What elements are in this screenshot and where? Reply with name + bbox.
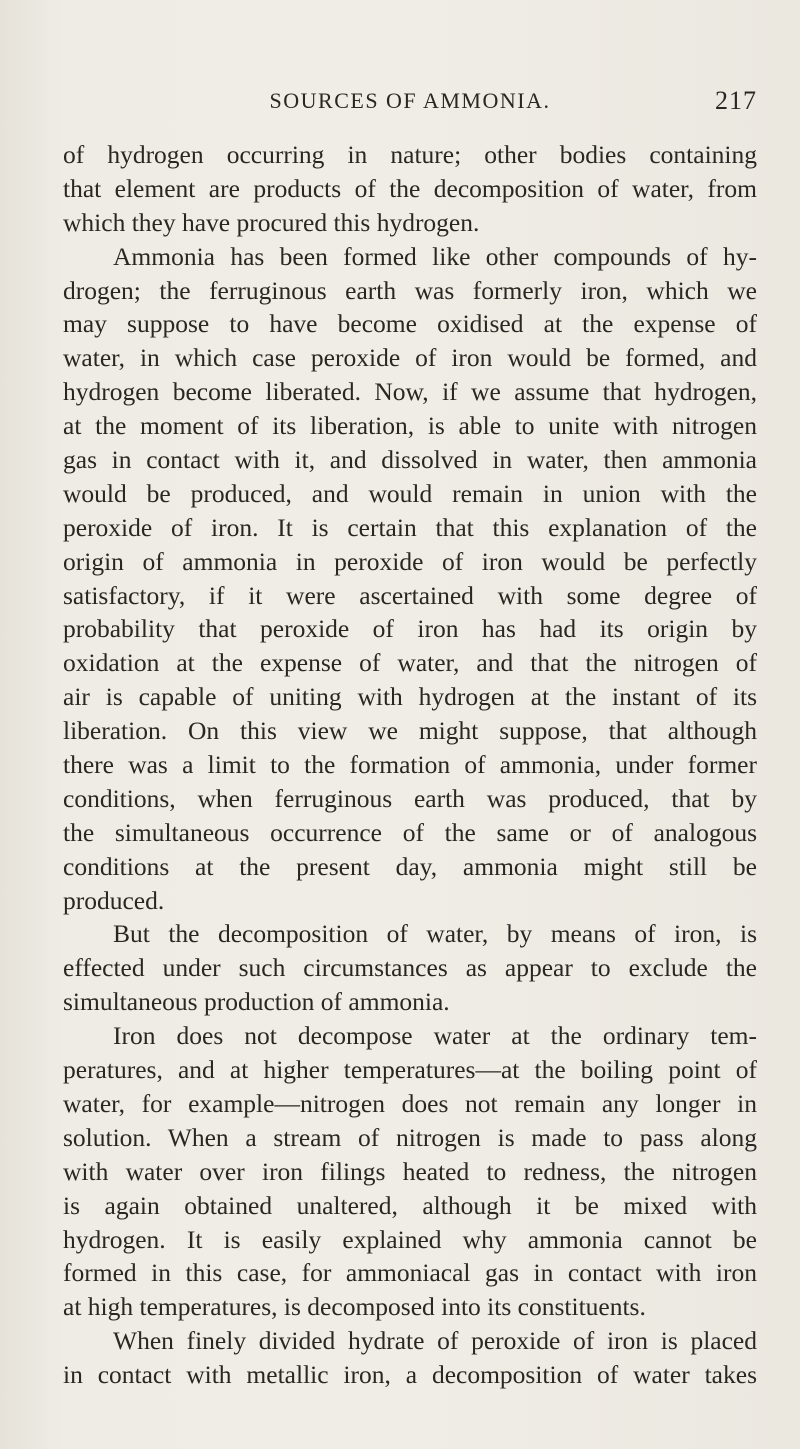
text-line: peroxide of iron. It is certain that this explanation of the [63,512,757,542]
text-line: probability that peroxide of iron has had its origin by [63,614,757,644]
body-text [63,138,757,1392]
text-line: at high temperatures, is decomposed into its constituents. [63,1292,646,1322]
text-line: water, in which case peroxide of iron would be formed, and [63,343,757,373]
text-line: may suppose to have become oxidised at the expense of [63,309,757,339]
text-line: peratures, and at higher temperatures—at the boiling point of [63,1055,757,1085]
running-head [63,84,757,114]
text-line: When finely divided hydrate of peroxide of iron is placed [113,1326,757,1356]
text-line: air is capable of uniting with hydrogen at the instant of its [63,682,757,712]
text-line: Ammonia has been formed like other compounds of hy- [113,241,757,271]
text-line: in contact with metallic iron, a decomposition of water takes [63,1360,757,1390]
text-line: hydrogen. It is easily explained why ammonia cannot be [63,1224,757,1254]
text-line: is again obtained unaltered, although it be mixed with [63,1190,757,1220]
text-line: origin of ammonia in peroxide of iron would be perfectly [63,546,757,576]
text-line: oxidation at the expense of water, and that the nitrogen of [63,648,757,678]
text-line: But the decomposition of water, by means of iron, is [113,919,757,949]
running-title: SOURCES OF AMMONIA. [269,88,551,113]
text-line: effected under such circumstances as appear to exclude the [63,953,757,983]
text-line: satisfactory, if it were ascertained with some degree of [63,580,757,610]
text-line: water, for example—nitrogen does not remain any longer in [63,1088,757,1118]
text-line: would be produced, and would remain in union with the [63,478,757,508]
text-line: of hydrogen occurring in nature; other bodies containing [63,140,757,169]
text-line: conditions at the present day, ammonia might still be [63,851,757,881]
text-line: produced. [63,885,165,915]
text-line: that element are products of the decomposition of water, from [63,173,757,203]
text-line: solution. When a stream of nitrogen is made to pass along [63,1122,757,1152]
text-line: conditions, when ferruginous earth was produced, that by [63,783,757,813]
page-number: 217 [715,86,757,115]
text-line: drogen; the ferruginous earth was formerly iron, which we [63,275,757,305]
text-line: at the moment of its liberation, is able to unite with nitrogen [63,411,757,441]
text-line: there was a limit to the formation of ammonia, under former [63,750,757,780]
text-line: liberation. On this view we might suppose, that although [63,716,757,746]
text-line: the simultaneous occurrence of the same or of analogous [63,817,757,847]
text-line: simultaneous production of ammonia. [63,987,450,1017]
text-line: which they have procured this hydrogen. [63,207,480,237]
text-line: Iron does not decompose water at the ordinary tem- [113,1021,757,1051]
text-line: with water over iron filings heated to redness, the nitrogen [63,1156,757,1186]
text-line: formed in this case, for ammoniacal gas in contact with iron [63,1258,757,1288]
text-line: hydrogen become liberated. Now, if we assume that hydrogen, [63,377,757,407]
text-line: gas in contact with it, and dissolved in water, then ammonia [63,445,757,475]
